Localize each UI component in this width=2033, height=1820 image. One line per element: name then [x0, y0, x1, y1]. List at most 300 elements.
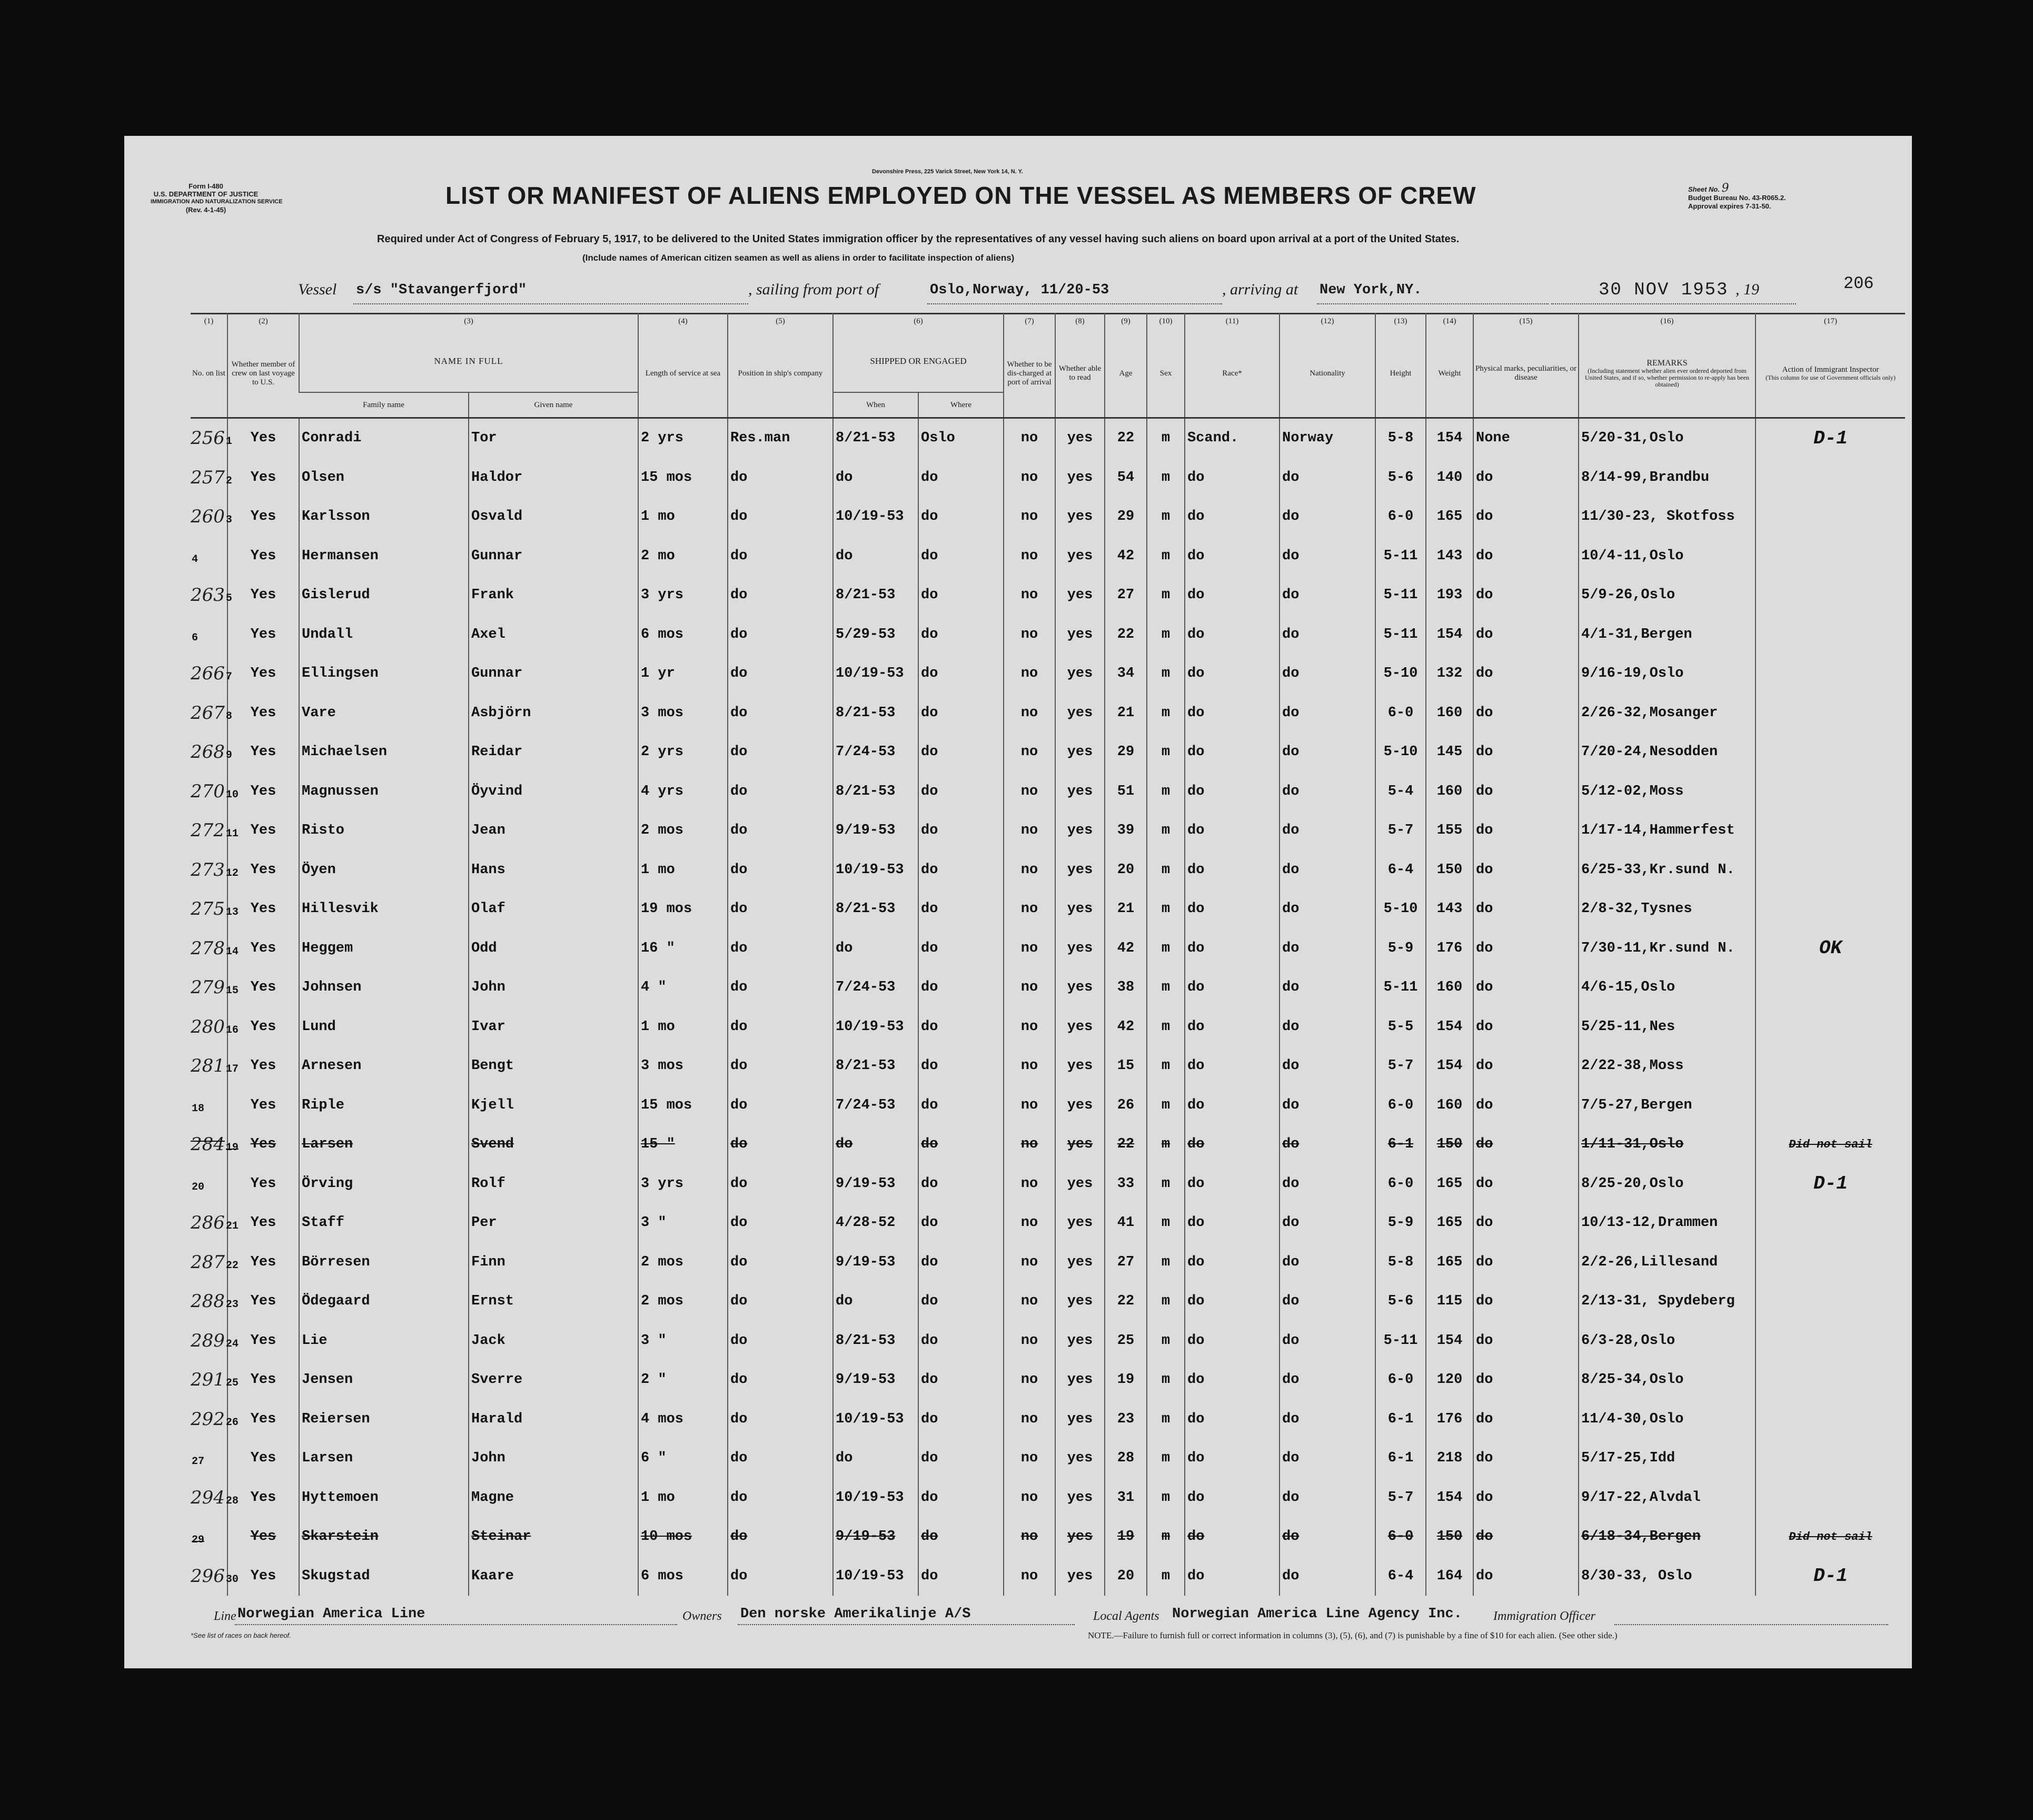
cell-discharged: no: [1004, 497, 1055, 537]
cell-age: 34: [1105, 654, 1147, 694]
cell-engaged-where: do: [918, 889, 1004, 929]
cell-family-name: Ellingsen: [299, 654, 469, 694]
header-physical-marks: Physical marks, peculiarities, or disease: [1473, 330, 1579, 417]
header-length-of-service: Length of service at sea: [638, 330, 728, 417]
cell-nationality: do: [1280, 654, 1375, 694]
cell-race: do: [1185, 615, 1280, 655]
handwritten-list-number: 260: [191, 506, 225, 528]
page-number: 206: [1843, 274, 1874, 293]
printed-line-number: 22: [225, 1259, 239, 1272]
cell-physical-marks: do: [1473, 1125, 1579, 1164]
printed-line-number: 6: [192, 631, 199, 644]
cell-position: do: [728, 1243, 833, 1282]
cell-able-to-read: yes: [1055, 968, 1105, 1007]
table-row: [191, 929, 1905, 968]
cell-family-name: Ödegaard: [299, 1282, 469, 1321]
printed-line-number: 28: [225, 1495, 239, 1507]
cell-physical-marks: do: [1473, 1557, 1579, 1596]
page-subtitle-note: (Include names of American citizen seamen as well as aliens in order to facilitate inspection of aliens): [582, 253, 1015, 263]
cell-able-to-read: yes: [1055, 1282, 1105, 1321]
cell-weight: 150: [1426, 850, 1473, 890]
cell-weight: 143: [1426, 889, 1473, 929]
cell-given-name: Jack: [469, 1321, 638, 1361]
cell-nationality: do: [1280, 1164, 1375, 1204]
cell-discharged: no: [1004, 537, 1055, 576]
cell-weight: 115: [1426, 1282, 1473, 1321]
officer-label: Immigration Officer: [1493, 1609, 1595, 1623]
cell-position: do: [728, 537, 833, 576]
cell-sex: m: [1147, 1321, 1185, 1361]
cell-sex: m: [1147, 1203, 1185, 1243]
printed-line-number: 16: [225, 1024, 239, 1036]
sheet-number: 9: [1721, 182, 1729, 195]
cell-sex: m: [1147, 733, 1185, 772]
cell-inspector-action: [1756, 1203, 1905, 1243]
cell-remarks: 2/26-32,Mosanger: [1579, 694, 1756, 733]
cell-sex: m: [1147, 458, 1185, 498]
cell-last-voyage: Yes: [227, 654, 299, 694]
handwritten-list-number: 287: [191, 1251, 225, 1273]
cell-age: 51: [1105, 772, 1147, 812]
cell-nationality: do: [1280, 1360, 1375, 1400]
cell-weight: 165: [1426, 1243, 1473, 1282]
printed-line-number: 23: [225, 1299, 239, 1311]
printed-line-number: 24: [225, 1338, 239, 1350]
printed-line-number: 4: [192, 553, 199, 566]
cell-race: do: [1185, 654, 1280, 694]
table-row: [191, 654, 1905, 694]
cell-age: 42: [1105, 537, 1147, 576]
line-name: Norwegian America Line: [237, 1606, 425, 1622]
cell-able-to-read: yes: [1055, 537, 1105, 576]
cell-given-name: John: [469, 968, 638, 1007]
cell-race: do: [1185, 889, 1280, 929]
cell-able-to-read: yes: [1055, 1557, 1105, 1596]
cell-engaged-when: 9/19-53: [833, 1164, 918, 1204]
cell-nationality: do: [1280, 1282, 1375, 1321]
cell-engaged-when: 9/19-53: [833, 811, 918, 850]
cell-height: 6-1: [1375, 1125, 1426, 1164]
cell-list-number: [191, 654, 232, 694]
cell-remarks: 8/30-33, Oslo: [1579, 1557, 1756, 1596]
cell-physical-marks: do: [1473, 733, 1579, 772]
cell-position: do: [728, 1007, 833, 1047]
cell-engaged-when: do: [833, 1125, 918, 1164]
cell-discharged: no: [1004, 811, 1055, 850]
cell-engaged-where: do: [918, 1321, 1004, 1361]
cell-remarks: 8/25-34,Oslo: [1579, 1360, 1756, 1400]
cell-height: 6-0: [1375, 1360, 1426, 1400]
header-given-name: Given name: [469, 392, 638, 417]
cell-list-number: [191, 694, 232, 733]
cell-remarks: 9/16-19,Oslo: [1579, 654, 1756, 694]
sheet-label: Sheet No.: [1688, 185, 1720, 193]
cell-remarks: 5/12-02,Moss: [1579, 772, 1756, 812]
manifest-sheet: [124, 136, 1912, 1668]
cell-last-voyage: Yes: [227, 1400, 299, 1439]
col-num-15: (15): [1473, 313, 1579, 330]
cell-race: do: [1185, 1086, 1280, 1125]
cell-able-to-read: yes: [1055, 811, 1105, 850]
approval-expiry: Approval expires 7-31-50.: [1688, 202, 1771, 210]
cell-position: do: [728, 733, 833, 772]
cell-engaged-where: do: [918, 1557, 1004, 1596]
cell-weight: 145: [1426, 733, 1473, 772]
cell-remarks: 7/30-11,Kr.sund N.: [1579, 929, 1756, 968]
table-row: [191, 615, 1905, 655]
cell-inspector-action: [1756, 811, 1905, 850]
cell-position: do: [728, 615, 833, 655]
cell-family-name: Larsen: [299, 1439, 469, 1478]
printed-line-number: 9: [225, 749, 232, 762]
col-num-17: (17): [1756, 313, 1905, 330]
cell-inspector-action: [1756, 615, 1905, 655]
cell-inspector-action: [1756, 850, 1905, 890]
column-header-row: [191, 330, 1905, 392]
cell-engaged-when: 7/24-53: [833, 1086, 918, 1125]
cell-position: do: [728, 1400, 833, 1439]
arrival-port: New York,NY.: [1320, 282, 1422, 298]
cell-engaged-when: do: [833, 537, 918, 576]
cell-inspector-action: [1756, 1321, 1905, 1361]
column-number-row: [191, 313, 1905, 330]
cell-remarks: 7/20-24,Nesodden: [1579, 733, 1756, 772]
cell-height: 6-0: [1375, 1086, 1426, 1125]
cell-last-voyage: Yes: [227, 1243, 299, 1282]
table-row: [191, 772, 1905, 812]
cell-last-voyage: Yes: [227, 850, 299, 890]
cell-given-name: John: [469, 1439, 638, 1478]
cell-service-length: 15 mos: [638, 458, 728, 498]
cell-sex: m: [1147, 1478, 1185, 1518]
cell-engaged-when: 10/19-53: [833, 1557, 918, 1596]
cell-position: do: [728, 1282, 833, 1321]
service-name: IMMIGRATION AND NATURALIZATION SERVICE: [151, 199, 283, 205]
cell-family-name: Michaelsen: [299, 733, 469, 772]
table-row: [191, 694, 1905, 733]
cell-height: 5-8: [1375, 418, 1426, 458]
cell-engaged-where: do: [918, 850, 1004, 890]
cell-physical-marks: do: [1473, 458, 1579, 498]
cell-discharged: no: [1004, 1557, 1055, 1596]
cell-nationality: do: [1280, 1321, 1375, 1361]
cell-remarks: 2/13-31, Spydeberg: [1579, 1282, 1756, 1321]
cell-engaged-when: do: [833, 1439, 918, 1478]
header-height: Height: [1375, 330, 1426, 417]
cell-position: do: [728, 1557, 833, 1596]
cell-last-voyage: Yes: [227, 576, 299, 615]
cell-nationality: do: [1280, 537, 1375, 576]
cell-physical-marks: do: [1473, 1400, 1579, 1439]
cell-age: 42: [1105, 1007, 1147, 1047]
cell-weight: 150: [1426, 1517, 1473, 1557]
cell-race: do: [1185, 537, 1280, 576]
cell-age: 29: [1105, 733, 1147, 772]
cell-last-voyage: Yes: [227, 772, 299, 812]
cell-remarks: 10/13-12,Drammen: [1579, 1203, 1756, 1243]
cell-list-number: [191, 1203, 239, 1243]
cell-weight: 160: [1426, 694, 1473, 733]
cell-nationality: do: [1280, 968, 1375, 1007]
cell-remarks: 10/4-11,Oslo: [1579, 537, 1756, 576]
cell-service-length: 3 yrs: [638, 576, 728, 615]
cell-engaged-where: do: [918, 497, 1004, 537]
cell-nationality: do: [1280, 929, 1375, 968]
printed-line-number: 25: [225, 1377, 239, 1390]
cell-engaged-where: do: [918, 1360, 1004, 1400]
cell-last-voyage: Yes: [227, 1086, 299, 1125]
cell-last-voyage: Yes: [227, 694, 299, 733]
cell-service-length: 3 mos: [638, 1046, 728, 1086]
cell-position: do: [728, 968, 833, 1007]
table-row: [191, 1282, 1905, 1321]
cell-engaged-where: do: [918, 1007, 1004, 1047]
cell-engaged-where: do: [918, 458, 1004, 498]
cell-discharged: no: [1004, 1321, 1055, 1361]
cell-discharged: no: [1004, 889, 1055, 929]
cell-remarks: 2/2-26,Lillesand: [1579, 1243, 1756, 1282]
cell-remarks: 4/1-31,Bergen: [1579, 615, 1756, 655]
cell-able-to-read: yes: [1055, 1164, 1105, 1204]
cell-given-name: Steinar: [469, 1517, 638, 1557]
budget-bureau: Budget Bureau No. 43-R065.2.: [1688, 194, 1786, 202]
cell-service-length: 3 yrs: [638, 1164, 728, 1204]
cell-last-voyage: Yes: [227, 1439, 299, 1478]
cell-age: 15: [1105, 1046, 1147, 1086]
cell-able-to-read: yes: [1055, 733, 1105, 772]
cell-family-name: Skarstein: [299, 1517, 469, 1557]
cell-sex: m: [1147, 1400, 1185, 1439]
cell-inspector-action: Did not sail: [1756, 1517, 1905, 1557]
cell-able-to-read: yes: [1055, 1360, 1105, 1400]
cell-engaged-where: do: [918, 1439, 1004, 1478]
cell-physical-marks: do: [1473, 1478, 1579, 1518]
cell-position: do: [728, 850, 833, 890]
table-row: [191, 537, 1905, 576]
cell-sex: m: [1147, 850, 1185, 890]
sheet-info: [1688, 184, 1786, 211]
cell-discharged: no: [1004, 1203, 1055, 1243]
handwritten-list-number: 278: [191, 937, 225, 959]
table-row: [191, 968, 1905, 1007]
cell-inspector-action: [1756, 537, 1905, 576]
cell-inspector-action: [1756, 1046, 1905, 1086]
cell-age: 27: [1105, 1243, 1147, 1282]
cell-service-length: 2 yrs: [638, 418, 728, 458]
cell-remarks: 5/20-31,Oslo: [1579, 418, 1756, 458]
table-row: [191, 1046, 1905, 1086]
cell-last-voyage: Yes: [227, 1478, 299, 1518]
arrival-date-stamp: 30 NOV 1953: [1599, 280, 1729, 300]
cell-able-to-read: yes: [1055, 654, 1105, 694]
cell-height: 6-0: [1375, 497, 1426, 537]
header-remarks: [1579, 330, 1756, 417]
cell-given-name: Axel: [469, 615, 638, 655]
handwritten-list-number: 284: [191, 1134, 225, 1155]
cell-engaged-when: 8/21-53: [833, 418, 918, 458]
cell-age: 20: [1105, 1557, 1147, 1596]
cell-family-name: Hyttemoen: [299, 1478, 469, 1518]
cell-inspector-action: D-1: [1756, 418, 1905, 458]
cell-list-number: [191, 929, 239, 968]
cell-height: 5-7: [1375, 1478, 1426, 1518]
cell-engaged-when: 4/28-52: [833, 1203, 918, 1243]
cell-engaged-where: do: [918, 772, 1004, 812]
cell-discharged: no: [1004, 418, 1055, 458]
cell-height: 5-8: [1375, 1243, 1426, 1282]
cell-last-voyage: Yes: [227, 1164, 299, 1204]
cell-remarks: 6/3-28,Oslo: [1579, 1321, 1756, 1361]
cell-sex: m: [1147, 576, 1185, 615]
cell-engaged-where: do: [918, 929, 1004, 968]
cell-height: 5-11: [1375, 615, 1426, 655]
cell-nationality: do: [1280, 1125, 1375, 1164]
table-row: [191, 1400, 1905, 1439]
cell-list-number: [191, 968, 239, 1007]
table-row: [191, 850, 1905, 890]
cell-service-length: 6 ": [638, 1439, 728, 1478]
cell-engaged-when: do: [833, 929, 918, 968]
cell-inspector-action: [1756, 1243, 1905, 1282]
cell-weight: 154: [1426, 418, 1473, 458]
cell-race: do: [1185, 850, 1280, 890]
cell-remarks: 6/25-33,Kr.sund N.: [1579, 850, 1756, 890]
handwritten-list-number: 275: [191, 898, 225, 920]
cell-weight: 193: [1426, 576, 1473, 615]
cell-engaged-when: 10/19-53: [833, 1007, 918, 1047]
cell-given-name: Gunnar: [469, 654, 638, 694]
cell-discharged: no: [1004, 1360, 1055, 1400]
cell-age: 29: [1105, 497, 1147, 537]
cell-race: Scand.: [1185, 418, 1280, 458]
cell-height: 5-7: [1375, 811, 1426, 850]
page-title: LIST OR MANIFEST OF ALIENS EMPLOYED ON THE VESSEL AS MEMBERS OF CREW: [445, 182, 1476, 209]
cell-age: 19: [1105, 1360, 1147, 1400]
sailing-label: , sailing from port of: [748, 281, 879, 298]
cell-given-name: Per: [469, 1203, 638, 1243]
cell-inspector-action: [1756, 889, 1905, 929]
cell-able-to-read: yes: [1055, 772, 1105, 812]
handwritten-list-number: 292: [191, 1408, 225, 1430]
cell-physical-marks: do: [1473, 654, 1579, 694]
cell-service-length: 2 mo: [638, 537, 728, 576]
cell-able-to-read: yes: [1055, 889, 1105, 929]
cell-physical-marks: do: [1473, 537, 1579, 576]
cell-height: 5-11: [1375, 1321, 1426, 1361]
cell-race: do: [1185, 1478, 1280, 1518]
cell-inspector-action: D-1: [1756, 1557, 1905, 1596]
cell-race: do: [1185, 1282, 1280, 1321]
cell-height: 6-0: [1375, 1164, 1426, 1204]
cell-last-voyage: Yes: [227, 1517, 299, 1557]
cell-list-number: [191, 889, 239, 929]
cell-family-name: Conradi: [299, 418, 469, 458]
cell-last-voyage: Yes: [227, 811, 299, 850]
cell-last-voyage: Yes: [227, 1007, 299, 1047]
cell-able-to-read: yes: [1055, 850, 1105, 890]
cell-discharged: no: [1004, 733, 1055, 772]
handwritten-list-number: 288: [191, 1291, 225, 1312]
col-num-4: (4): [638, 313, 728, 330]
cell-last-voyage: Yes: [227, 1557, 299, 1596]
line-label: Line: [214, 1609, 236, 1623]
handwritten-list-number: 256: [191, 428, 225, 449]
cell-engaged-where: do: [918, 537, 1004, 576]
cell-family-name: Heggem: [299, 929, 469, 968]
cell-physical-marks: do: [1473, 1086, 1579, 1125]
table-row: [191, 1557, 1905, 1596]
cell-sex: m: [1147, 772, 1185, 812]
cell-physical-marks: do: [1473, 497, 1579, 537]
cell-weight: 150: [1426, 1125, 1473, 1164]
cell-able-to-read: yes: [1055, 418, 1105, 458]
cell-engaged-where: do: [918, 1243, 1004, 1282]
cell-position: do: [728, 1203, 833, 1243]
cell-inspector-action: [1756, 1478, 1905, 1518]
cell-given-name: Öyvind: [469, 772, 638, 812]
cell-engaged-when: 8/21-53: [833, 889, 918, 929]
cell-sex: m: [1147, 654, 1185, 694]
cell-nationality: do: [1280, 615, 1375, 655]
cell-list-number: [191, 1164, 227, 1204]
cell-position: do: [728, 1086, 833, 1125]
cell-last-voyage: Yes: [227, 458, 299, 498]
cell-height: 6-4: [1375, 850, 1426, 890]
cell-list-number: [191, 1243, 239, 1282]
cell-remarks: 8/14-99,Brandbu: [1579, 458, 1756, 498]
cell-last-voyage: Yes: [227, 537, 299, 576]
printed-line-number: 20: [192, 1181, 205, 1193]
cell-physical-marks: do: [1473, 889, 1579, 929]
cell-sex: m: [1147, 694, 1185, 733]
cell-weight: 154: [1426, 615, 1473, 655]
cell-nationality: do: [1280, 576, 1375, 615]
cell-physical-marks: do: [1473, 1007, 1579, 1047]
handwritten-list-number: 270: [191, 780, 225, 802]
cell-weight: 154: [1426, 1007, 1473, 1047]
cell-inspector-action: [1756, 576, 1905, 615]
cell-list-number: [191, 1125, 239, 1164]
printed-line-number: 11: [225, 828, 239, 840]
header-race: Race*: [1185, 330, 1280, 417]
cell-discharged: no: [1004, 1007, 1055, 1047]
cell-inspector-action: Did not sail: [1756, 1125, 1905, 1164]
cell-last-voyage: Yes: [227, 1282, 299, 1321]
col-num-1: (1): [204, 316, 214, 325]
cell-race: do: [1185, 1125, 1280, 1164]
cell-given-name: Gunnar: [469, 537, 638, 576]
cell-sex: m: [1147, 1360, 1185, 1400]
cell-engaged-where: do: [918, 1086, 1004, 1125]
cell-able-to-read: yes: [1055, 458, 1105, 498]
header-family-name: Family name: [299, 392, 469, 417]
cell-remarks: 5/25-11,Nes: [1579, 1007, 1756, 1047]
cell-height: 5-9: [1375, 929, 1426, 968]
cell-engaged-when: 9/19-53: [833, 1243, 918, 1282]
handwritten-list-number: 289: [191, 1330, 225, 1351]
cell-list-number: [191, 576, 232, 615]
page-subtitle: Required under Act of Congress of February 5, 1917, to be delivered to the United States immigration officer by the representatives of any vessel having such aliens on board upon arrival at a port of the United States.: [377, 233, 1460, 245]
cell-discharged: no: [1004, 458, 1055, 498]
printed-line-number: 3: [225, 514, 232, 527]
cell-nationality: do: [1280, 1557, 1375, 1596]
header-no-on-list: No. on list: [192, 369, 225, 378]
cell-height: 5-5: [1375, 1007, 1426, 1047]
cell-able-to-read: yes: [1055, 1046, 1105, 1086]
cell-engaged-when: 10/19-53: [833, 1478, 918, 1518]
cell-given-name: Tor: [469, 418, 638, 458]
cell-race: do: [1185, 1400, 1280, 1439]
